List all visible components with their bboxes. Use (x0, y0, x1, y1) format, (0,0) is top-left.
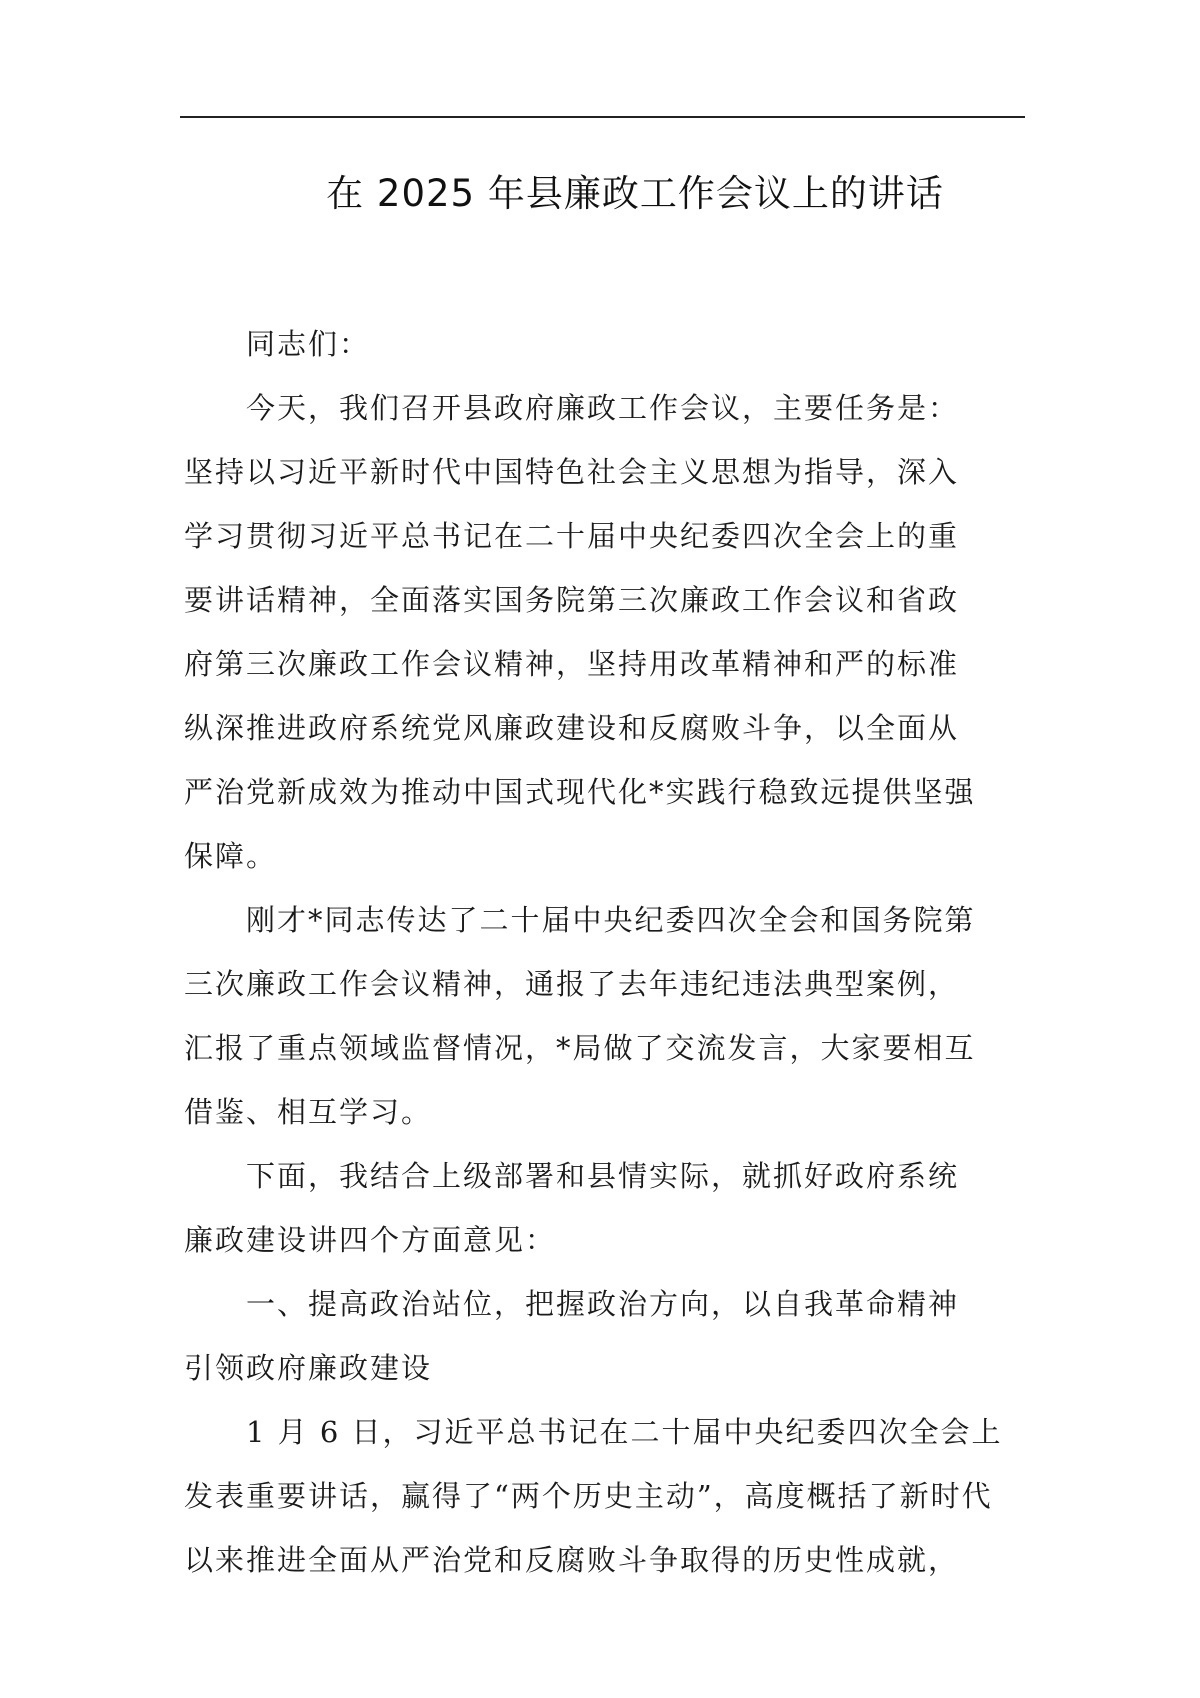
document-body (184, 312, 1024, 1592)
paragraph-meeting-purpose: 今天，我们召开县政府廉政工作会议，主要任务是： 坚持以习近平新时代中国特色社会主义思想为指导，深入 学习贯彻习近平总书记在二十届中央纪委四次全会上的重 要讲话精神，全面落实国务院第三次廉政工作会议和省政 府第三次廉政工作会议精神，坚持用改革精神和严的标准 纵深推进政府系统党风廉政建设和反腐败斗争，以全面从 严治党新成效为推动中国式现代化*实践行稳致远提供坚强 保障。 (184, 391, 976, 873)
paragraph-introduction: 下面，我结合上级部署和县情实际，就抓好政府系统 廉政建设讲四个方面意见： (184, 1159, 960, 1257)
header-rule (180, 116, 1025, 118)
paragraph-previous-reports: 刚才*同志传达了二十届中央纪委四次全会和国务院第 三次廉政工作会议精神，通报了去年违纪违法典型案例， 汇报了重点领域监督情况，*局做了交流发言，大家要相互 借鉴、相互学习。 (184, 903, 976, 1129)
document-title: 在 2025 年县廉政工作会议上的讲话 (326, 172, 944, 215)
paragraph-speech-summary: 1 月 6 日，习近平总书记在二十届中央纪委四次全会上 发表重要讲话，赢得了“两个历史主动”，高度概括了新时代 以来推进全面从严治党和反腐败斗争取得的历史性成就， (184, 1415, 1003, 1577)
section-heading-one: 一、提高政治站位，把握政治方向，以自我革命精神 引领政府廉政建设 (184, 1287, 960, 1385)
paragraph-salutation: 同志们： (246, 327, 371, 361)
